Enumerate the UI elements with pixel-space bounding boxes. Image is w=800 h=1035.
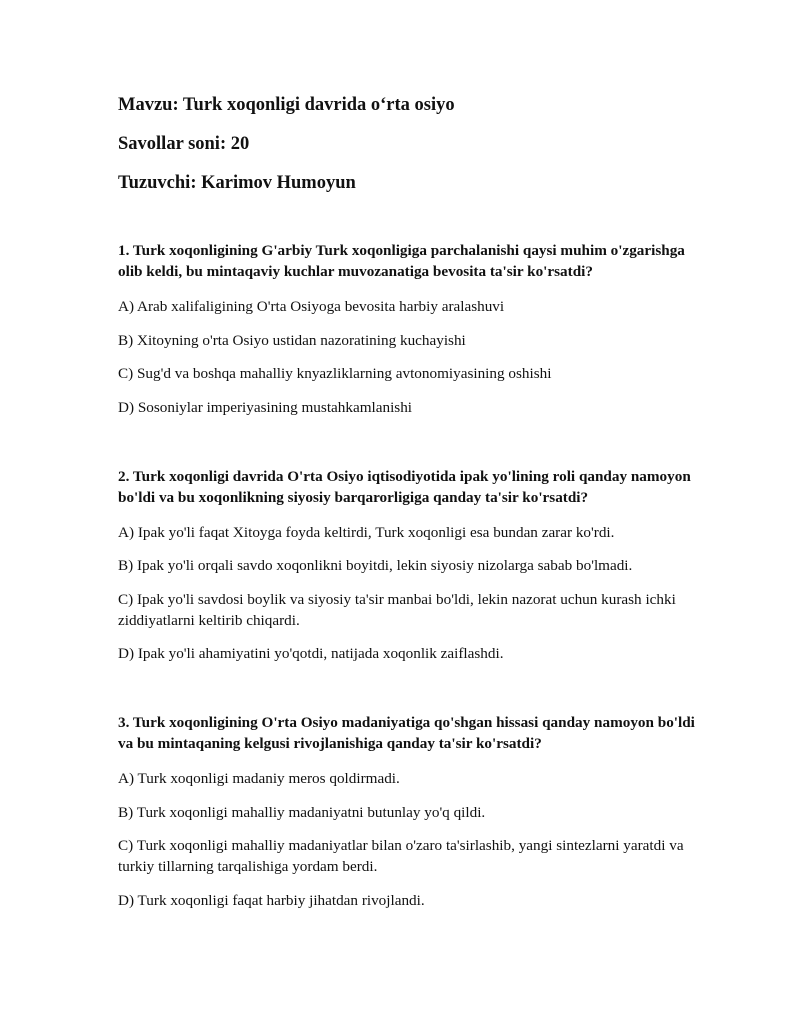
option-c: C) Sug'd va boshqa mahalliy knyazliklarning avtonomiyasining oshishi bbox=[118, 365, 552, 382]
option-c: C) Turk xoqonligi mahalliy madaniyatlar bilan o'zaro ta'sirlashib, yangi sintezlarni yaratdi va turkiy tillarning tarqalishiga yordam berdi. bbox=[118, 837, 684, 875]
option-b: B) Turk xoqonligi mahalliy madaniyatni butunlay yo'q qildi. bbox=[118, 803, 486, 821]
author-line: Tuzuvchi: Karimov Humoyun bbox=[118, 173, 356, 193]
question-text: 1. Turk xoqonligining G'arbiy Turk xoqonligiga parchalanishi qaysi muhim o'zgarishga olib keldi, bu mintaqaviy kuchlar muvozanatiga bevosita ta'sir ko'rsatdi? bbox=[118, 242, 685, 280]
option-d: D) Turk xoqonligi faqat harbiy jihatdan rivojlandi. bbox=[118, 891, 425, 909]
question-text: 3. Turk xoqonligining O'rta Osiyo madaniyatiga qo'shgan hissasi qanday namoyon bo'ldi va bu mintaqaning kelgusi rivojlanishiga qanday ta'sir ko'rsatdi? bbox=[118, 714, 695, 752]
question-3 bbox=[118, 712, 700, 911]
option-c: C) Ipak yo'li savdosi boylik va siyosiy ta'sir manbai bo'ldi, lekin nazorat uchun kurash ichki ziddiyatlarni keltirib chiqardi. bbox=[118, 590, 676, 629]
question-text: 2. Turk xoqonligi davrida O'rta Osiyo iqtisodiyotida ipak yo'lining roli qanday namoyon bo'ldi va bu xoqonlikning siyosiy barqarorligiga qanday ta'sir ko'rsatdi? bbox=[118, 467, 691, 506]
option-a: A) Turk xoqonligi madaniy meros qoldirmadi. bbox=[118, 770, 400, 787]
question-1 bbox=[118, 240, 700, 418]
topic-heading: Mavzu: Turk xoqonligi davrida o‘rta osiyo bbox=[118, 95, 455, 115]
option-d: D) Ipak yo'li ahamiyatini yo'qotdi, natijada xoqonlik zaiflashdi. bbox=[118, 645, 504, 662]
option-d: D) Sosoniylar imperiyasining mustahkamlanishi bbox=[118, 398, 413, 416]
option-b: B) Xitoyning o'rta Osiyo ustidan nazoratining kuchayishi bbox=[118, 331, 466, 349]
question-count: Savollar soni: 20 bbox=[118, 134, 250, 154]
option-b: B) Ipak yo'li orqali savdo xoqonlikni boyitdi, lekin siyosiy nizolarga sabab bo'lmadi. bbox=[118, 557, 633, 574]
option-a: A) Ipak yo'li faqat Xitoyga foyda keltirdi, Turk xoqonligi esa bundan zarar ko'rdi. bbox=[118, 523, 615, 541]
option-a: A) Arab xalifaligining O'rta Osiyoga bevosita harbiy aralashuvi bbox=[118, 298, 505, 315]
question-2 bbox=[118, 466, 700, 665]
